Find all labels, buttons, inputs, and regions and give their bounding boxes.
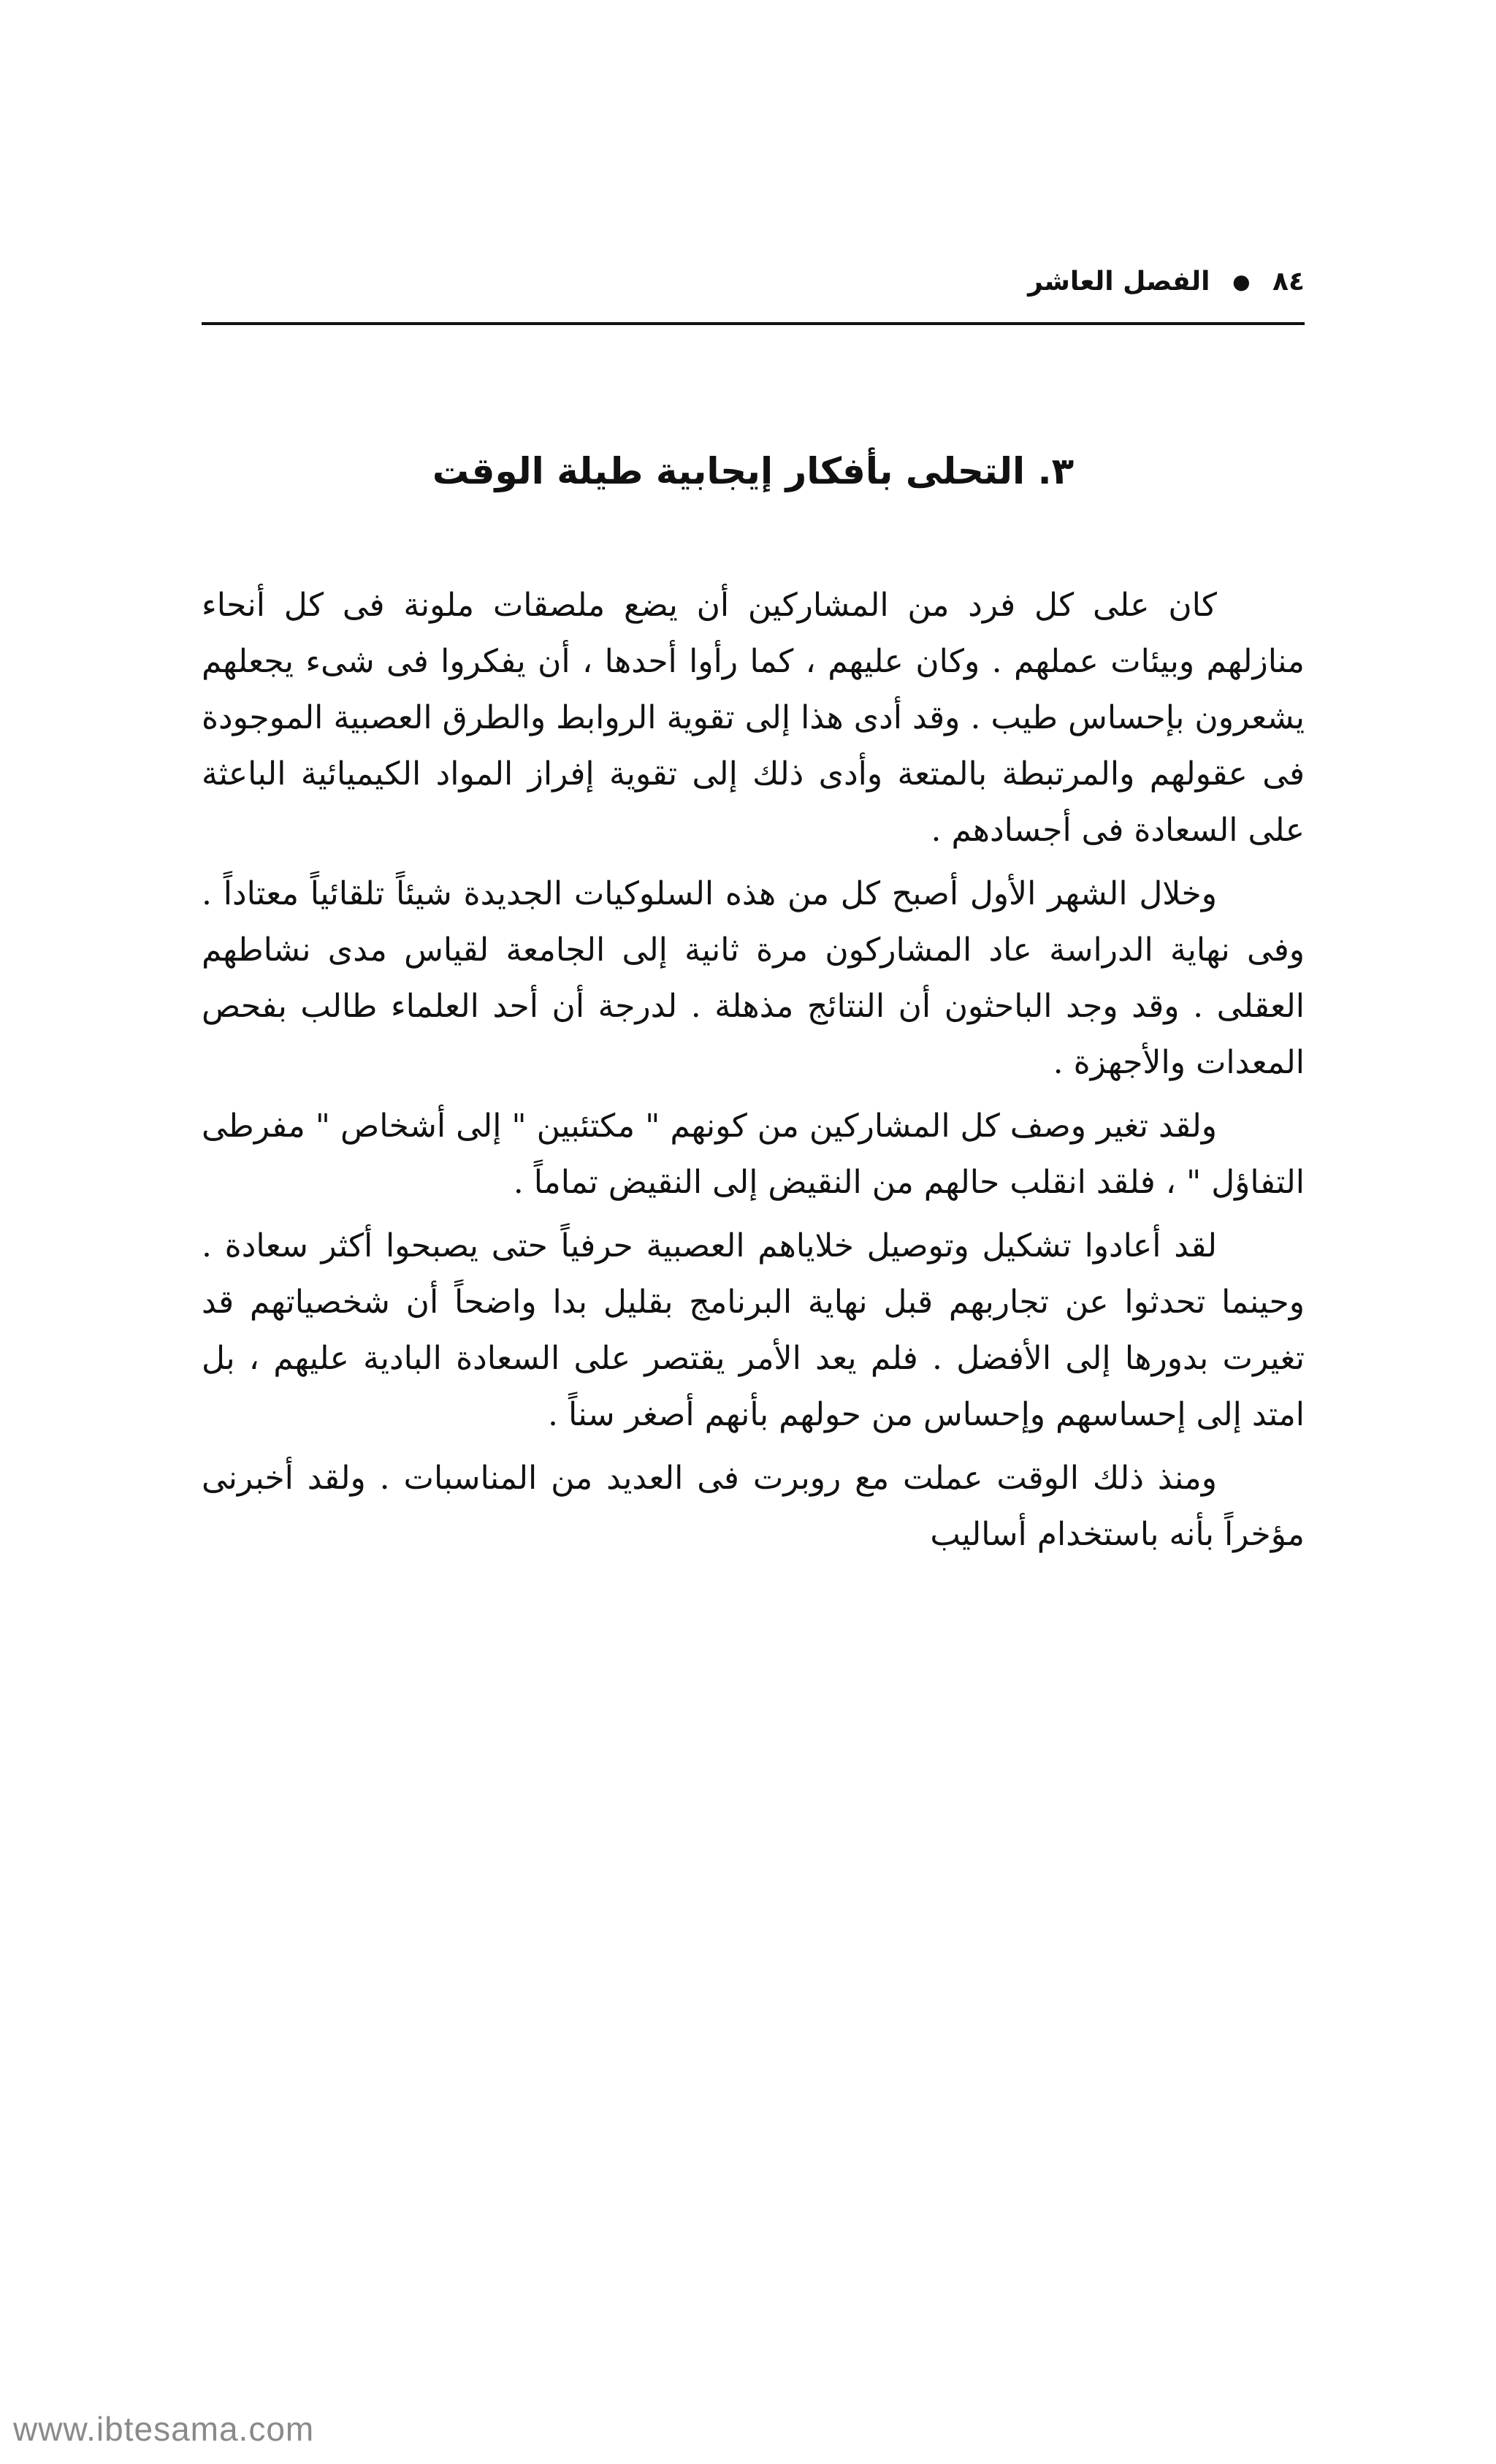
website-watermark: www.ibtesama.com xyxy=(13,2410,315,2448)
running-header xyxy=(202,259,1305,303)
header-divider xyxy=(202,322,1305,325)
chapter-title: الفصل العاشر xyxy=(1028,267,1210,297)
section-heading: ٣. التحلى بأفكار إيجابية طيلة الوقت xyxy=(432,450,1075,492)
page-number: ٨٤ xyxy=(1272,267,1305,297)
paragraph: وخلال الشهر الأول أصبح كل من هذه السلوكيات الجديدة شيئاً تلقائياً معتاداً . وفى نهاية الدراسة عاد المشاركون مرة ثانية إلى الجامعة لقياس مدى نشاطهم العقلى . وقد وجد الباحثون أن النتائج مذهلة . لدرجة أن أحد العلماء طالب بفحص المعدات والأجهزة . xyxy=(202,875,1305,1081)
paragraph: ولقد تغير وصف كل المشاركين من كونهم " مكتئبين " إلى أشخاص " مفرطى التفاؤل " ، فلقد انقلب حالهم من النقيض إلى النقيض تماماً . xyxy=(202,1107,1305,1201)
bullet-icon: ● xyxy=(1232,270,1251,294)
paragraph: ومنذ ذلك الوقت عملت مع روبرت فى العديد من المناسبات . ولقد أخبرنى مؤخراً بأنه باستخدام أساليب xyxy=(202,1460,1305,1553)
paragraph: لقد أعادوا تشكيل وتوصيل خلاياهم العصبية حرفياً حتى يصبحوا أكثر سعادة . وحينما تحدثوا عن تجاربهم قبل نهاية البرنامج بقليل بدا واضحاً أن شخصياتهم قد تغيرت بدورها إلى الأفضل . فلم يعد الأمر يقتصر على السعادة البادية عليهم ، بل امتد إلى إحساسهم وإحساس من حولهم بأنهم أصغر سناً . xyxy=(202,1227,1305,1433)
body-text xyxy=(202,577,1305,1570)
paragraph: كان على كل فرد من المشاركين أن يضع ملصقات ملونة فى كل أنحاء منازلهم وبيئات عملهم . وكان عليهم ، كما رأوا أحدها ، أن يفكروا فى شىء يجعلهم يشعرون بإحساس طيب . وقد أدى هذا إلى تقوية الروابط والطرق العصبية الموجودة فى عقولهم والمرتبطة بالمتعة وأدى ذلك إلى تقوية إفراز المواد الكيميائية الباعثة على السعادة فى أجسادهم . xyxy=(202,587,1305,849)
